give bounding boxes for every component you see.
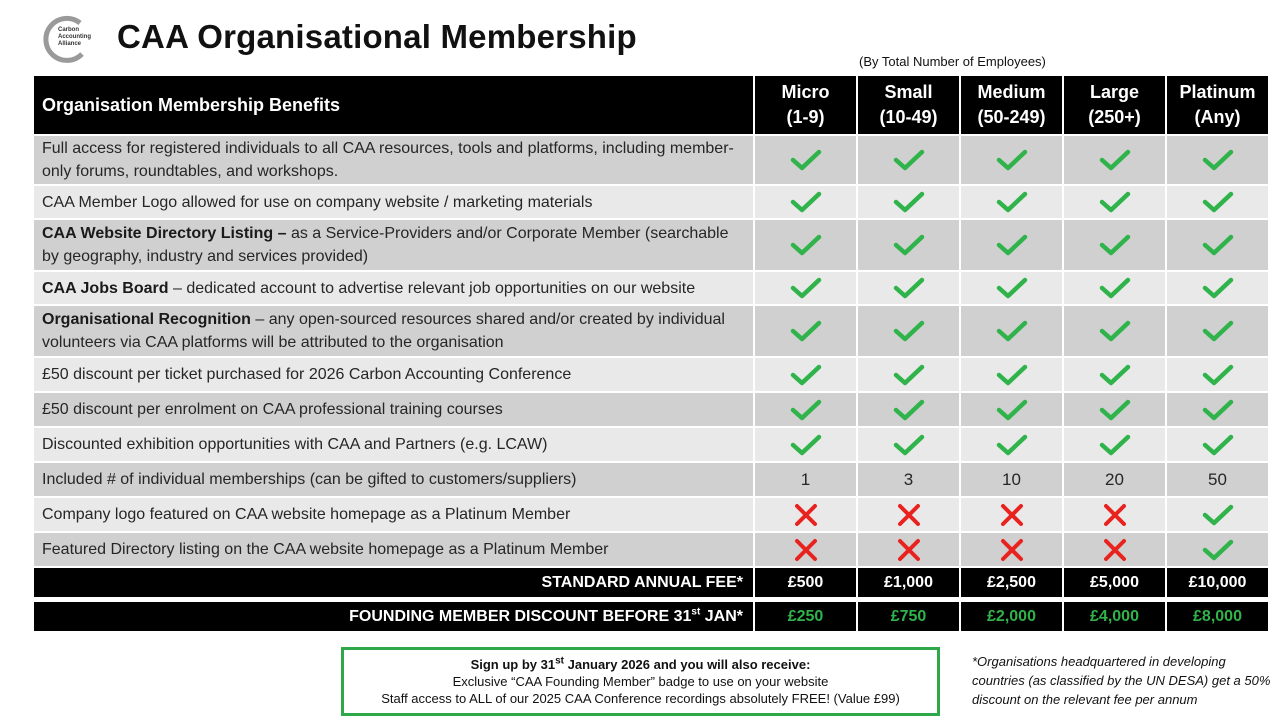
tier-cell-medium (960, 271, 1063, 305)
benefit-description (33, 185, 754, 219)
tier-cell-micro (754, 497, 857, 532)
benefit-text: Discounted exhibition opportunities with CAA and Partners (e.g. LCAW) (42, 436, 548, 453)
benefit-name: CAA Jobs Board (42, 279, 169, 297)
benefit-description (33, 532, 754, 567)
tier-cell-small (857, 357, 960, 392)
benefit-text: £50 discount per enrolment on CAA professional training courses (42, 401, 503, 418)
tier-cell-micro (754, 462, 857, 497)
check-icon (1099, 148, 1131, 172)
founding-fee-micro: £250 (754, 601, 857, 632)
tier-cell-small (857, 462, 960, 497)
founding-fee-platinum: £8,000 (1166, 601, 1269, 632)
tier-header-large: Large (250+) (1063, 75, 1166, 135)
tier-header-medium: Medium (50-249) (960, 75, 1063, 135)
check-icon (1202, 433, 1234, 457)
check-icon (790, 276, 822, 300)
tier-cell-medium (960, 392, 1063, 427)
tier-cell-medium (960, 357, 1063, 392)
benefit-text: Featured Directory listing on the CAA website homepage as a Platinum Member (42, 541, 609, 558)
check-icon (1099, 276, 1131, 300)
tier-cell-small (857, 135, 960, 185)
check-icon (893, 319, 925, 343)
standard-fee-small: £1,000 (857, 567, 960, 598)
standard-fee-micro: £500 (754, 567, 857, 598)
check-icon (790, 319, 822, 343)
check-icon (996, 433, 1028, 457)
cross-icon (1000, 538, 1024, 562)
check-icon (996, 148, 1028, 172)
check-icon (996, 233, 1028, 257)
benefit-description (33, 305, 754, 357)
check-icon (1202, 363, 1234, 387)
benefit-text: as a Service-Providers and/or Corporate Member (searchable by geography, industry and services provided) (42, 225, 729, 265)
standard-fee-label: STANDARD ANNUAL FEE* (33, 567, 754, 598)
benefit-name: CAA Website Directory Listing – (42, 225, 287, 242)
check-icon (996, 363, 1028, 387)
tier-cell-small (857, 185, 960, 219)
offer-title: Sign up by 31st January 2026 and you will also receive: (470, 655, 811, 672)
benefit-description (33, 427, 754, 462)
tier-cell-platinum (1166, 497, 1269, 532)
check-icon (1202, 276, 1234, 300)
tier-cell-large (1063, 427, 1166, 462)
check-icon (996, 190, 1028, 214)
table-header-row (33, 75, 1269, 135)
check-icon (893, 433, 925, 457)
table-row (33, 135, 1269, 185)
founding-discount-row (33, 601, 1269, 632)
check-icon (1099, 319, 1131, 343)
cross-icon (1103, 538, 1127, 562)
tier-cell-medium (960, 305, 1063, 357)
check-icon (1099, 433, 1131, 457)
benefit-name: Organisational Recognition (42, 311, 251, 328)
check-icon (996, 398, 1028, 422)
tier-cell-micro (754, 392, 857, 427)
check-icon (996, 276, 1028, 300)
tier-cell-medium (960, 497, 1063, 532)
tier-cell-platinum (1166, 462, 1269, 497)
tier-cell-micro (754, 219, 857, 271)
check-icon (893, 233, 925, 257)
tier-cell-platinum (1166, 135, 1269, 185)
tier-cell-micro (754, 185, 857, 219)
tier-cell-large (1063, 532, 1166, 567)
tier-header-small: Small (10-49) (857, 75, 960, 135)
tier-cell-platinum (1166, 392, 1269, 427)
benefit-text: £50 discount per ticket purchased for 2026 Carbon Accounting Conference (42, 366, 572, 383)
cross-icon (897, 503, 921, 527)
membership-count: 50 (1208, 470, 1227, 489)
tier-header-platinum: Platinum (Any) (1166, 75, 1269, 135)
founding-fee-medium: £2,000 (960, 601, 1063, 632)
table-row (33, 219, 1269, 271)
tier-cell-platinum (1166, 357, 1269, 392)
cross-icon (1103, 503, 1127, 527)
tier-cell-medium (960, 462, 1063, 497)
tier-cell-platinum (1166, 532, 1269, 567)
check-icon (1202, 398, 1234, 422)
benefit-description (33, 357, 754, 392)
tier-cell-medium (960, 135, 1063, 185)
cross-icon (794, 503, 818, 527)
tier-cell-small (857, 305, 960, 357)
check-icon (996, 319, 1028, 343)
tier-cell-small (857, 219, 960, 271)
check-icon (1099, 363, 1131, 387)
check-icon (893, 190, 925, 214)
benefit-text: – any open-sourced resources shared and/or created by individual volunteers via CAA platforms will be attributed to the organisation (42, 311, 725, 351)
benefit-description (33, 392, 754, 427)
check-icon (790, 433, 822, 457)
benefit-description (33, 271, 754, 305)
tier-cell-large (1063, 135, 1166, 185)
founding-discount-label: FOUNDING MEMBER DISCOUNT BEFORE 31st JAN* (33, 601, 754, 632)
tier-cell-large (1063, 462, 1166, 497)
table-row (33, 392, 1269, 427)
check-icon (790, 148, 822, 172)
caa-logo (36, 14, 98, 64)
standard-fee-platinum: £10,000 (1166, 567, 1269, 598)
tier-cell-large (1063, 392, 1166, 427)
benefit-description (33, 135, 754, 185)
check-icon (893, 148, 925, 172)
membership-count: 3 (903, 470, 914, 489)
standard-fee-medium: £2,500 (960, 567, 1063, 598)
offer-recordings-line: Staff access to ALL of our 2025 CAA Conference recordings absolutely FREE! (Value £99) (381, 691, 900, 706)
benefit-text: Company logo featured on CAA website homepage as a Platinum Member (42, 506, 571, 523)
tier-cell-micro (754, 427, 857, 462)
check-icon (790, 233, 822, 257)
benefit-description (33, 497, 754, 532)
tier-cell-micro (754, 532, 857, 567)
tier-cell-micro (754, 357, 857, 392)
benefit-text: Full access for registered individuals to all CAA resources, tools and platforms, including member-only forums, roundtables, and workshops. (42, 140, 734, 180)
page-title: CAA Organisational Membership (117, 18, 637, 55)
tier-cell-small (857, 532, 960, 567)
membership-table (32, 74, 1270, 633)
check-icon (1202, 190, 1234, 214)
tier-cell-micro (754, 135, 857, 185)
tier-cell-small (857, 392, 960, 427)
membership-count: 1 (800, 470, 811, 489)
check-icon (1202, 503, 1234, 527)
check-icon (790, 398, 822, 422)
table-row (33, 427, 1269, 462)
benefits-column-header: Organisation Membership Benefits (33, 75, 754, 135)
table-row (33, 357, 1269, 392)
tier-cell-micro (754, 305, 857, 357)
tier-cell-small (857, 271, 960, 305)
benefit-text: CAA Member Logo allowed for use on company website / marketing materials (42, 193, 593, 211)
check-icon (1099, 190, 1131, 214)
check-icon (790, 363, 822, 387)
cross-icon (794, 538, 818, 562)
tier-cell-platinum (1166, 271, 1269, 305)
tier-cell-platinum (1166, 305, 1269, 357)
table-row (33, 462, 1269, 497)
tier-header-micro: Micro (1-9) (754, 75, 857, 135)
benefit-description (33, 219, 754, 271)
tier-cell-small (857, 497, 960, 532)
tier-cell-platinum (1166, 185, 1269, 219)
table-row (33, 271, 1269, 305)
tier-cell-medium (960, 427, 1063, 462)
table-row (33, 497, 1269, 532)
developing-countries-footnote: *Organisations headquartered in developing countries (as classified by the UN DESA) get a 50% discount on the relevant fee per annum (972, 654, 1271, 707)
tier-cell-large (1063, 357, 1166, 392)
cross-icon (1000, 503, 1024, 527)
check-icon (1099, 233, 1131, 257)
table-row (33, 305, 1269, 357)
tier-cell-small (857, 427, 960, 462)
tier-cell-large (1063, 219, 1166, 271)
tier-cell-medium (960, 185, 1063, 219)
check-icon (893, 363, 925, 387)
founding-offer-box (341, 647, 940, 716)
tier-cell-platinum (1166, 427, 1269, 462)
tier-cell-medium (960, 219, 1063, 271)
tier-cell-platinum (1166, 219, 1269, 271)
founding-fee-small: £750 (857, 601, 960, 632)
standard-fee-large: £5,000 (1063, 567, 1166, 598)
employee-count-subtitle: (By Total Number of Employees) (859, 54, 1046, 69)
check-icon (1202, 148, 1234, 172)
benefit-text: Included # of individual memberships (can be gifted to customers/suppliers) (42, 471, 577, 488)
table-row (33, 532, 1269, 567)
benefit-description (33, 462, 754, 497)
membership-count: 10 (1002, 470, 1021, 489)
tier-cell-large (1063, 305, 1166, 357)
founding-fee-large: £4,000 (1063, 601, 1166, 632)
logo-wordmark: Carbon Accounting Alliance (58, 27, 91, 47)
check-icon (790, 190, 822, 214)
check-icon (1099, 398, 1131, 422)
tier-cell-micro (754, 271, 857, 305)
benefit-text: – dedicated account to advertise relevant job opportunities on our website (168, 279, 696, 297)
check-icon (1202, 538, 1234, 562)
cross-icon (897, 538, 921, 562)
check-icon (893, 398, 925, 422)
tier-cell-large (1063, 271, 1166, 305)
table-row (33, 185, 1269, 219)
check-icon (1202, 233, 1234, 257)
standard-fee-row (33, 567, 1269, 598)
check-icon (1202, 319, 1234, 343)
tier-cell-large (1063, 185, 1166, 219)
check-icon (893, 276, 925, 300)
offer-badge-line: Exclusive “CAA Founding Member” badge to use on your website (452, 674, 829, 689)
tier-cell-medium (960, 532, 1063, 567)
tier-cell-large (1063, 497, 1166, 532)
membership-count: 20 (1105, 470, 1124, 489)
